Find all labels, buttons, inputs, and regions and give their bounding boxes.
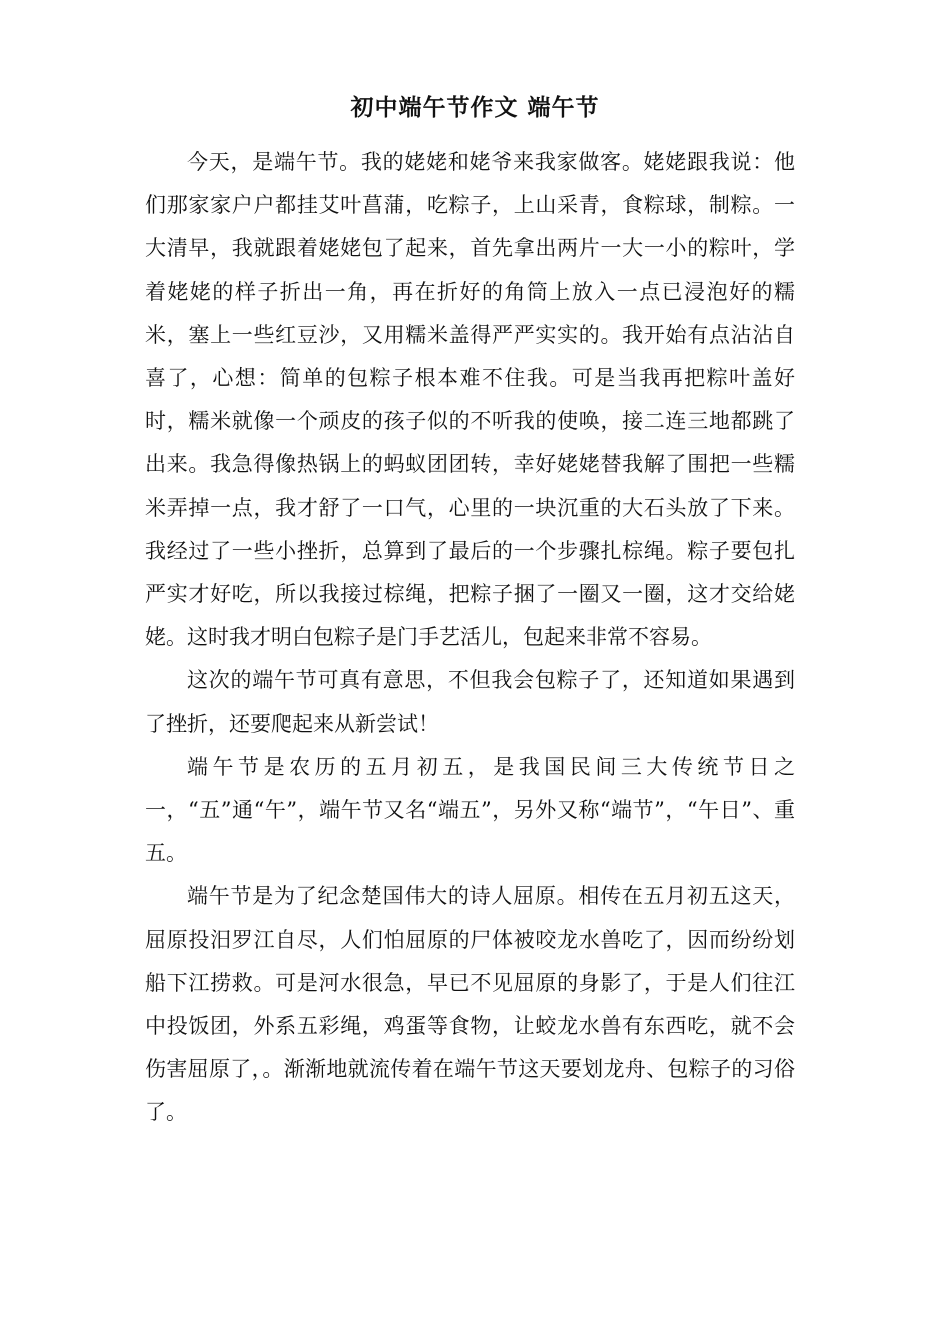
paragraph-reflection: 这次的端午节可真有意思，不但我会包粽子了，还知道如果遇到了挫折，还要爬起来从新尝试！ (145, 668, 795, 736)
paragraph-zongzi-making: 今天，是端午节。我的姥姥和姥爷来我家做客。姥姥跟我说：他们那家家户户都挂艾叶菖蒲，吃粽子，上山采青，食粽球，制粽。一大清早，我就跟着姥姥包了起来，首先拿出两片一大一小的粽叶，学着姥姥的样子折出一角，再在折好的角筒上放入一点已浸泡好的糯米，塞上一些红豆沙，又用糯米盖得严严实实的。我开始有点沾沾自喜了，心想：简单的包粽子根本难不住我。可是当我再把粽叶盖好时，糯米就像一个顽皮的孩子似的不听我的使唤，接二连三地都跳了出来。我急得像热锅上的蚂蚁团团转，幸好姥姥替我解了围把一些糯米弄掉一点，我才舒了一口气，心里的一块沉重的大石头放了下来。我经过了一些小挫折，总算到了最后的一个步骤扎棕绳。粽子要包扎严实才好吃，所以我接过棕绳，把粽子捆了一圈又一圈，这才交给姥姥。这时我才明白包粽子是门手艺活儿，包起来非常不容易。 (145, 150, 795, 650)
paragraph-festival-names: 端午节是农历的五月初五，是我国民间三大传统节日之一，“五”通“午”，端午节又名“端五”，另外又称“端节”，“午日”、重五。 (145, 754, 795, 866)
paragraph-qu-yuan-legend: 端午节是为了纪念楚国伟大的诗人屈原。相传在五月初五这天，屈原投汨罗江自尽，人们怕屈原的尸体被咬龙水兽吃了，因而纷纷划船下江捞救。可是河水很急，早已不见屈原的身影了，于是人们往江中投饭团，外系五彩绳，鸡蛋等食物，让蛟龙水兽有东西吃，就不会伤害屈原了，。渐渐地就流传着在端午节这天要划龙舟、包粽子的习俗了。 (145, 884, 795, 1125)
document-title: 初中端午节作文 端午节 (350, 94, 600, 121)
document-body (145, 141, 795, 1135)
